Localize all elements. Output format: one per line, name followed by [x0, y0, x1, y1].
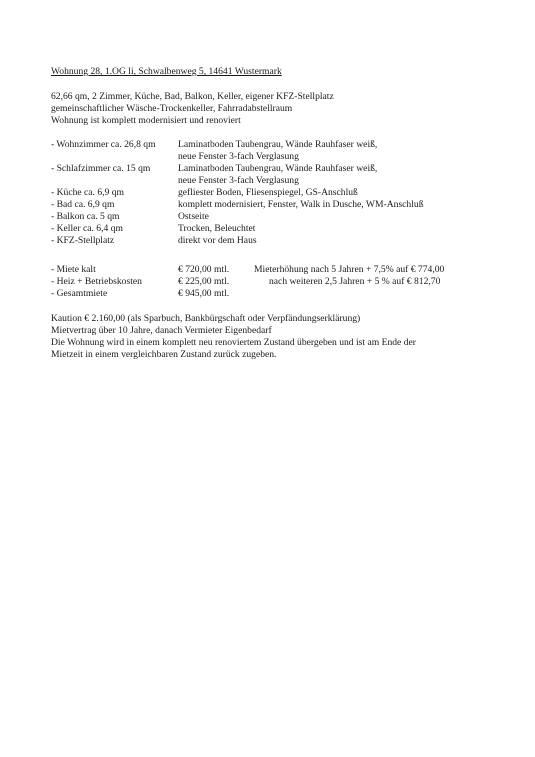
room-description: direkt vor dem Haus: [178, 235, 257, 246]
deposit-line: Kaution € 2.160,00 (als Sparbuch, Bankbürgschaft oder Verpfändungserklärung): [51, 313, 361, 324]
room-label: - Keller ca. 6,4 qm: [51, 223, 123, 234]
contract-line: Mietvertrag über 10 Jahre, danach Vermieter Eigenbedarf: [51, 325, 272, 336]
terms-block: [51, 313, 416, 361]
rent-label: - Miete kalt: [51, 264, 96, 275]
room-label: - Balkon ca. 5 qm: [51, 211, 120, 222]
room-label: - Wohnzimmer ca. 26,8 qm: [51, 139, 156, 150]
condition-line: Mietzeit in einem vergleichbaren Zustand zurück zugeben.: [51, 349, 277, 360]
room-description: neue Fenster 3-fach Verglasung: [178, 151, 299, 162]
room-description: gefliester Boden, Fliesenspiegel, GS-Anschluß: [178, 187, 358, 198]
rent-value: € 720,00 mtl.: [178, 264, 230, 275]
room-label: - Küche ca. 6,9 qm: [51, 187, 124, 198]
total-rent-label: - Gesamtmiete: [51, 288, 108, 299]
condition-line: Die Wohnung wird in einem komplett neu renoviertem Zustand übergeben und ist am Ende der: [51, 337, 416, 348]
room-description: Trocken, Beleuchtet: [178, 223, 256, 234]
room-description: Laminatboden Taubengrau, Wände Rauhfaser weiß,: [178, 139, 378, 150]
room-description: Laminatboden Taubengrau, Wände Rauhfaser weiß,: [178, 163, 378, 174]
room-description: neue Fenster 3-fach Verglasung: [178, 175, 299, 186]
room-label: - KFZ-Stellplatz: [51, 235, 115, 246]
room-label: - Schlafzimmer ca. 15 qm: [51, 163, 151, 174]
further-increase-note: nach weiteren 2,5 Jahren + 5 % auf € 812,70: [269, 276, 441, 287]
intro-line: Wohnung ist komplett modernisiert und renoviert: [51, 115, 241, 126]
room-description: Ostseite: [178, 211, 209, 222]
room-label: - Bad ca. 6,9 qm: [51, 199, 115, 210]
intro-line: 62,66 qm, 2 Zimmer, Küche, Bad, Balkon, Keller, eigener KFZ-Stellplatz: [51, 91, 334, 102]
total-rent-value: € 945,00 mtl.: [178, 288, 230, 299]
room-description: komplett modernisiert, Fenster, Walk in Dusche, WM-Anschluß: [178, 199, 424, 210]
operating-costs-value: € 225,00 mtl.: [178, 276, 230, 287]
intro-line: gemeinschaftlicher Wäsche-Trockenkeller, Fahrradabstellraum: [51, 103, 293, 114]
intro-block: [51, 91, 334, 127]
document-title: Wohnung 28, 1.OG li, Schwalbenweg 5, 14641 Wustermark: [51, 66, 282, 77]
operating-costs-label: - Heiz + Betriebskosten: [51, 276, 142, 287]
rent-increase-note: Mieterhöhung nach 5 Jahren + 7,5% auf € 774,00: [254, 264, 445, 275]
